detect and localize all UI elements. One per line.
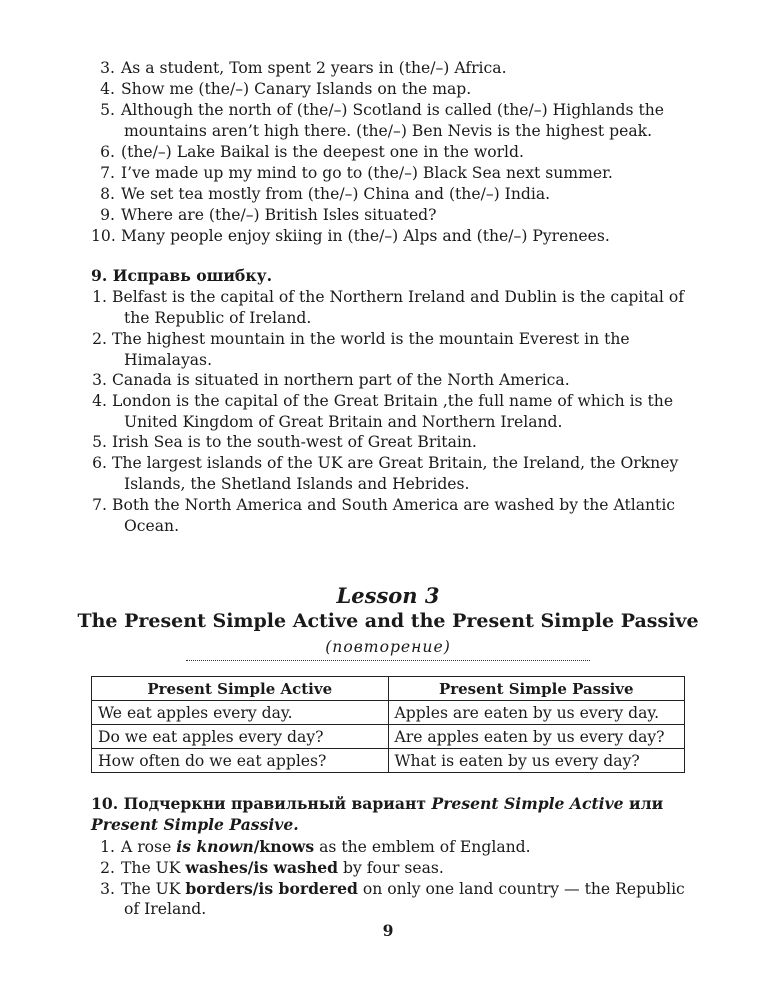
list-item: 8. We set tea mostly from (the/–) China and (the/–) India. [100, 185, 551, 203]
list-item: 1. A rose is known/knows as the emblem of England. [100, 837, 531, 856]
table-cell: Apples are eaten by us every day. [388, 701, 685, 725]
table-row [92, 701, 685, 725]
lesson-note: (повторение) [325, 638, 451, 656]
list-item: 7. I’ve made up my mind to go to (the/–) Black Sea next summer. [100, 164, 613, 182]
table-row [92, 725, 685, 749]
list-item: 3. As a student, Tom spent 2 years in (the/–) Africa. [100, 59, 507, 77]
list-item: 4. London is the capital of the Great Britain ,the full name of which is the [92, 392, 674, 410]
list-item: 6. (the/–) Lake Baikal is the deepest one in the world. [100, 143, 524, 161]
exercise-10-heading: 10. Подчеркни правильный вариант Present Simple Active или Present Simple Passive. [91, 794, 664, 834]
list-item: 3. The UK borders/is bordered on only one land country — the Republic [100, 879, 685, 898]
page-number: 9 [382, 921, 394, 940]
lesson-subtitle: The Present Simple Active and the Present Simple Passive [77, 610, 699, 632]
table-cell: Do we eat apples every day? [92, 725, 389, 749]
list-item: 1. Belfast is the capital of the Northern Ireland and Dublin is the capital of [92, 288, 685, 306]
list-item: 5. Although the north of (the/–) Scotland is called (the/–) Highlands the [100, 101, 665, 119]
list-item: 4. Show me (the/–) Canary Islands on the map. [100, 80, 472, 98]
list-item-continuation: Himalayas. [124, 351, 213, 369]
list-item-continuation: Ocean. [124, 517, 180, 535]
table-cell: We eat apples every day. [92, 701, 389, 725]
grammar-table [91, 676, 685, 773]
table-cell: How often do we eat apples? [92, 749, 389, 773]
list-item-continuation: Islands, the Shetland Islands and Hebrides. [124, 475, 470, 493]
table-cell: What is eaten by us every day? [388, 749, 685, 773]
list-item: 5. Irish Sea is to the south-west of Great Britain. [92, 433, 477, 451]
list-item: 9. Where are (the/–) British Isles situated? [100, 206, 437, 224]
exercise-9-heading: 9. Исправь ошибку. [91, 266, 273, 285]
table-header-cell: Present Simple Passive [388, 677, 685, 701]
dotted-divider [186, 660, 590, 661]
table-header-row [92, 677, 685, 701]
table-cell: Are apples eaten by us every day? [388, 725, 685, 749]
list-item: 7. Both the North America and South America are washed by the Atlantic [92, 496, 676, 514]
list-item: 2. The highest mountain in the world is the mountain Everest in the [92, 330, 630, 348]
table-row [92, 749, 685, 773]
list-item: 6. The largest islands of the UK are Great Britain, the Ireland, the Orkney [92, 454, 679, 472]
list-item: 3. Canada is situated in northern part of the North America. [92, 371, 570, 389]
list-item: 10. Many people enjoy skiing in (the/–) Alps and (the/–) Pyrenees. [91, 227, 610, 245]
list-item: 2. The UK washes/is washed by four seas. [100, 858, 444, 877]
list-item-continuation: United Kingdom of Great Britain and Northern Ireland. [124, 413, 563, 431]
list-item-continuation: of Ireland. [124, 900, 207, 918]
list-item-continuation: mountains aren’t high there. (the/–) Ben Nevis is the highest peak. [124, 122, 653, 140]
table-header-cell: Present Simple Active [92, 677, 389, 701]
lesson-title: Lesson 3 [336, 583, 440, 608]
list-item-continuation: the Republic of Ireland. [124, 309, 312, 327]
